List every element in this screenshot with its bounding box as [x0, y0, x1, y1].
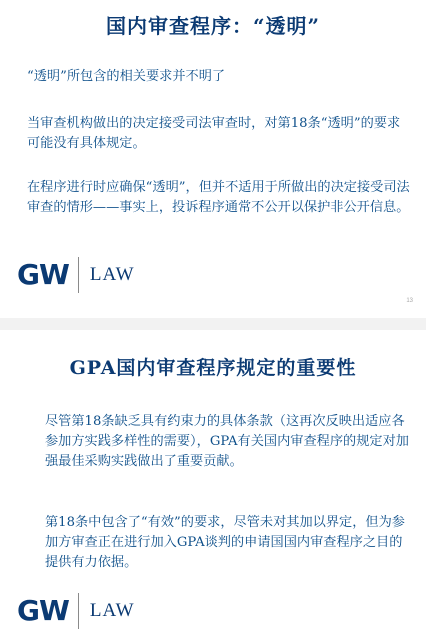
slide-title: GPA国内审查程序规定的重要性	[69, 357, 357, 379]
paragraph-2: 当审查机构做出的决定接受司法审查时，对第18条“透明”的要求可能没有具体规定。	[27, 116, 401, 151]
gw-mark: GW	[17, 594, 69, 627]
logo-divider	[78, 257, 79, 293]
slide-13	[0, 0, 426, 318]
logo-divider	[78, 593, 79, 629]
paragraph-1: “透明”所包含的相关要求并不明了	[27, 69, 226, 84]
gw-mark: GW	[17, 258, 69, 291]
law-text: LAW	[89, 264, 135, 285]
slide-title: 国内审查程序：“透明”	[105, 14, 320, 38]
paragraph-1: 尽管第18条缺乏具有约束力的具体条款（这再次反映出适应各参加方实践多样性的需要），GPA有关国内审查程序的规定对加强最佳采购实践做出了重要贡献。	[45, 414, 409, 469]
paragraph-2: 第18条中包含了“有效”的要求，尽管未对其加以界定，但为参加方审查正在进行加入GPA谈判的申请国国内审查程序之目的提供有力依据。	[45, 515, 405, 570]
slide-14	[0, 330, 426, 639]
law-text: LAW	[89, 600, 135, 621]
slide-separator	[0, 318, 426, 330]
page-number: 13	[406, 298, 413, 304]
paragraph-3: 在程序进行时应确保“透明”，但并不适用于所做出的决定接受司法审查的情形——事实上，投诉程序通常不公开以保护非公开信息。	[27, 180, 410, 215]
gw-law-logo	[17, 593, 135, 629]
gw-law-logo	[17, 257, 135, 293]
